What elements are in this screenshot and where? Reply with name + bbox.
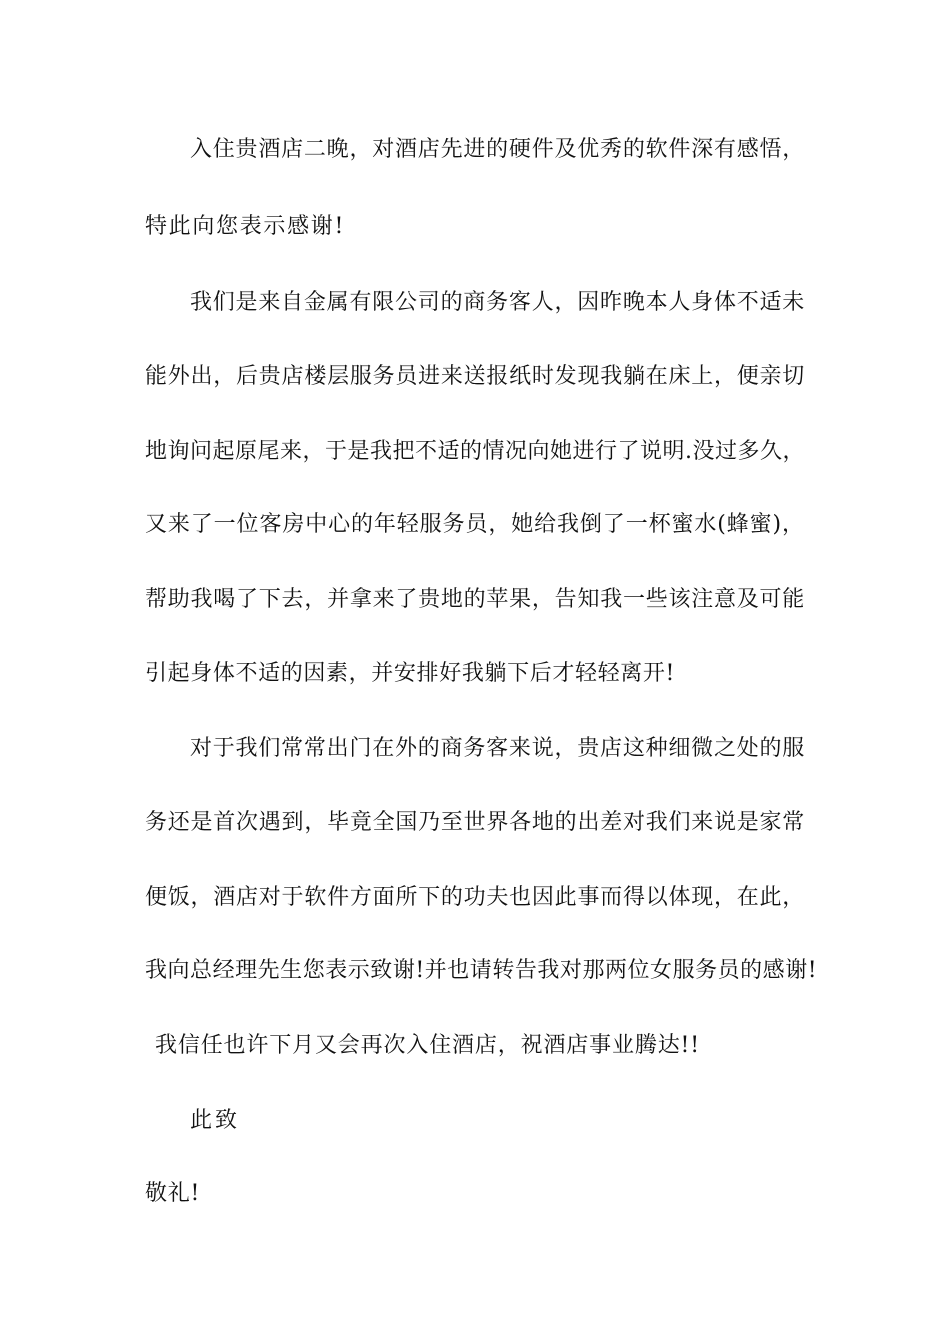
letter-closing: 此致 (190, 1108, 240, 1133)
letter-line-10: 务还是首次遇到，毕竟全国乃至世界各地的出差对我们来说是家常 (145, 810, 806, 835)
letter-line-12: 我向总经理先生您表示致谢!并也请转告我对那两位女服务员的感谢! (145, 958, 818, 983)
letter-line-1: 入住贵酒店二晚，对酒店先进的硬件及优秀的软件深有感悟， (190, 137, 806, 162)
letter-salutation: 敬礼! (145, 1181, 201, 1206)
letter-line-7: 帮助我喝了下去，并拿来了贵地的苹果，告知我一些该注意及可能 (145, 587, 806, 612)
letter-line-5: 地询问起原尾来，于是我把不适的情况向她进行了说明.没过多久， (145, 439, 805, 464)
letter-line-3: 我们是来自金属有限公司的商务客人，因昨晚本人身体不适未 (190, 290, 806, 315)
letter-line-4: 能外出，后贵店楼层服务员进来送报纸时发现我躺在床上，便亲切 (145, 364, 806, 389)
letter-line-8: 引起身体不适的因素，并安排好我躺下后才轻轻离开! (145, 661, 675, 686)
letter-line-13: 我信任也许下月又会再次入住酒店，祝酒店事业腾达!! (155, 1033, 700, 1058)
letter-line-11: 便饭，酒店对于软件方面所下的功夫也因此事而得以体现，在此， (145, 885, 806, 910)
letter-line-9: 对于我们常常出门在外的商务客来说，贵店这种细微之处的服 (190, 736, 806, 761)
letter-line-6: 又来了一位客房中心的年轻服务员，她给我倒了一杯蜜水(蜂蜜)， (145, 512, 805, 537)
letter-line-2: 特此向您表示感谢! (145, 214, 345, 239)
